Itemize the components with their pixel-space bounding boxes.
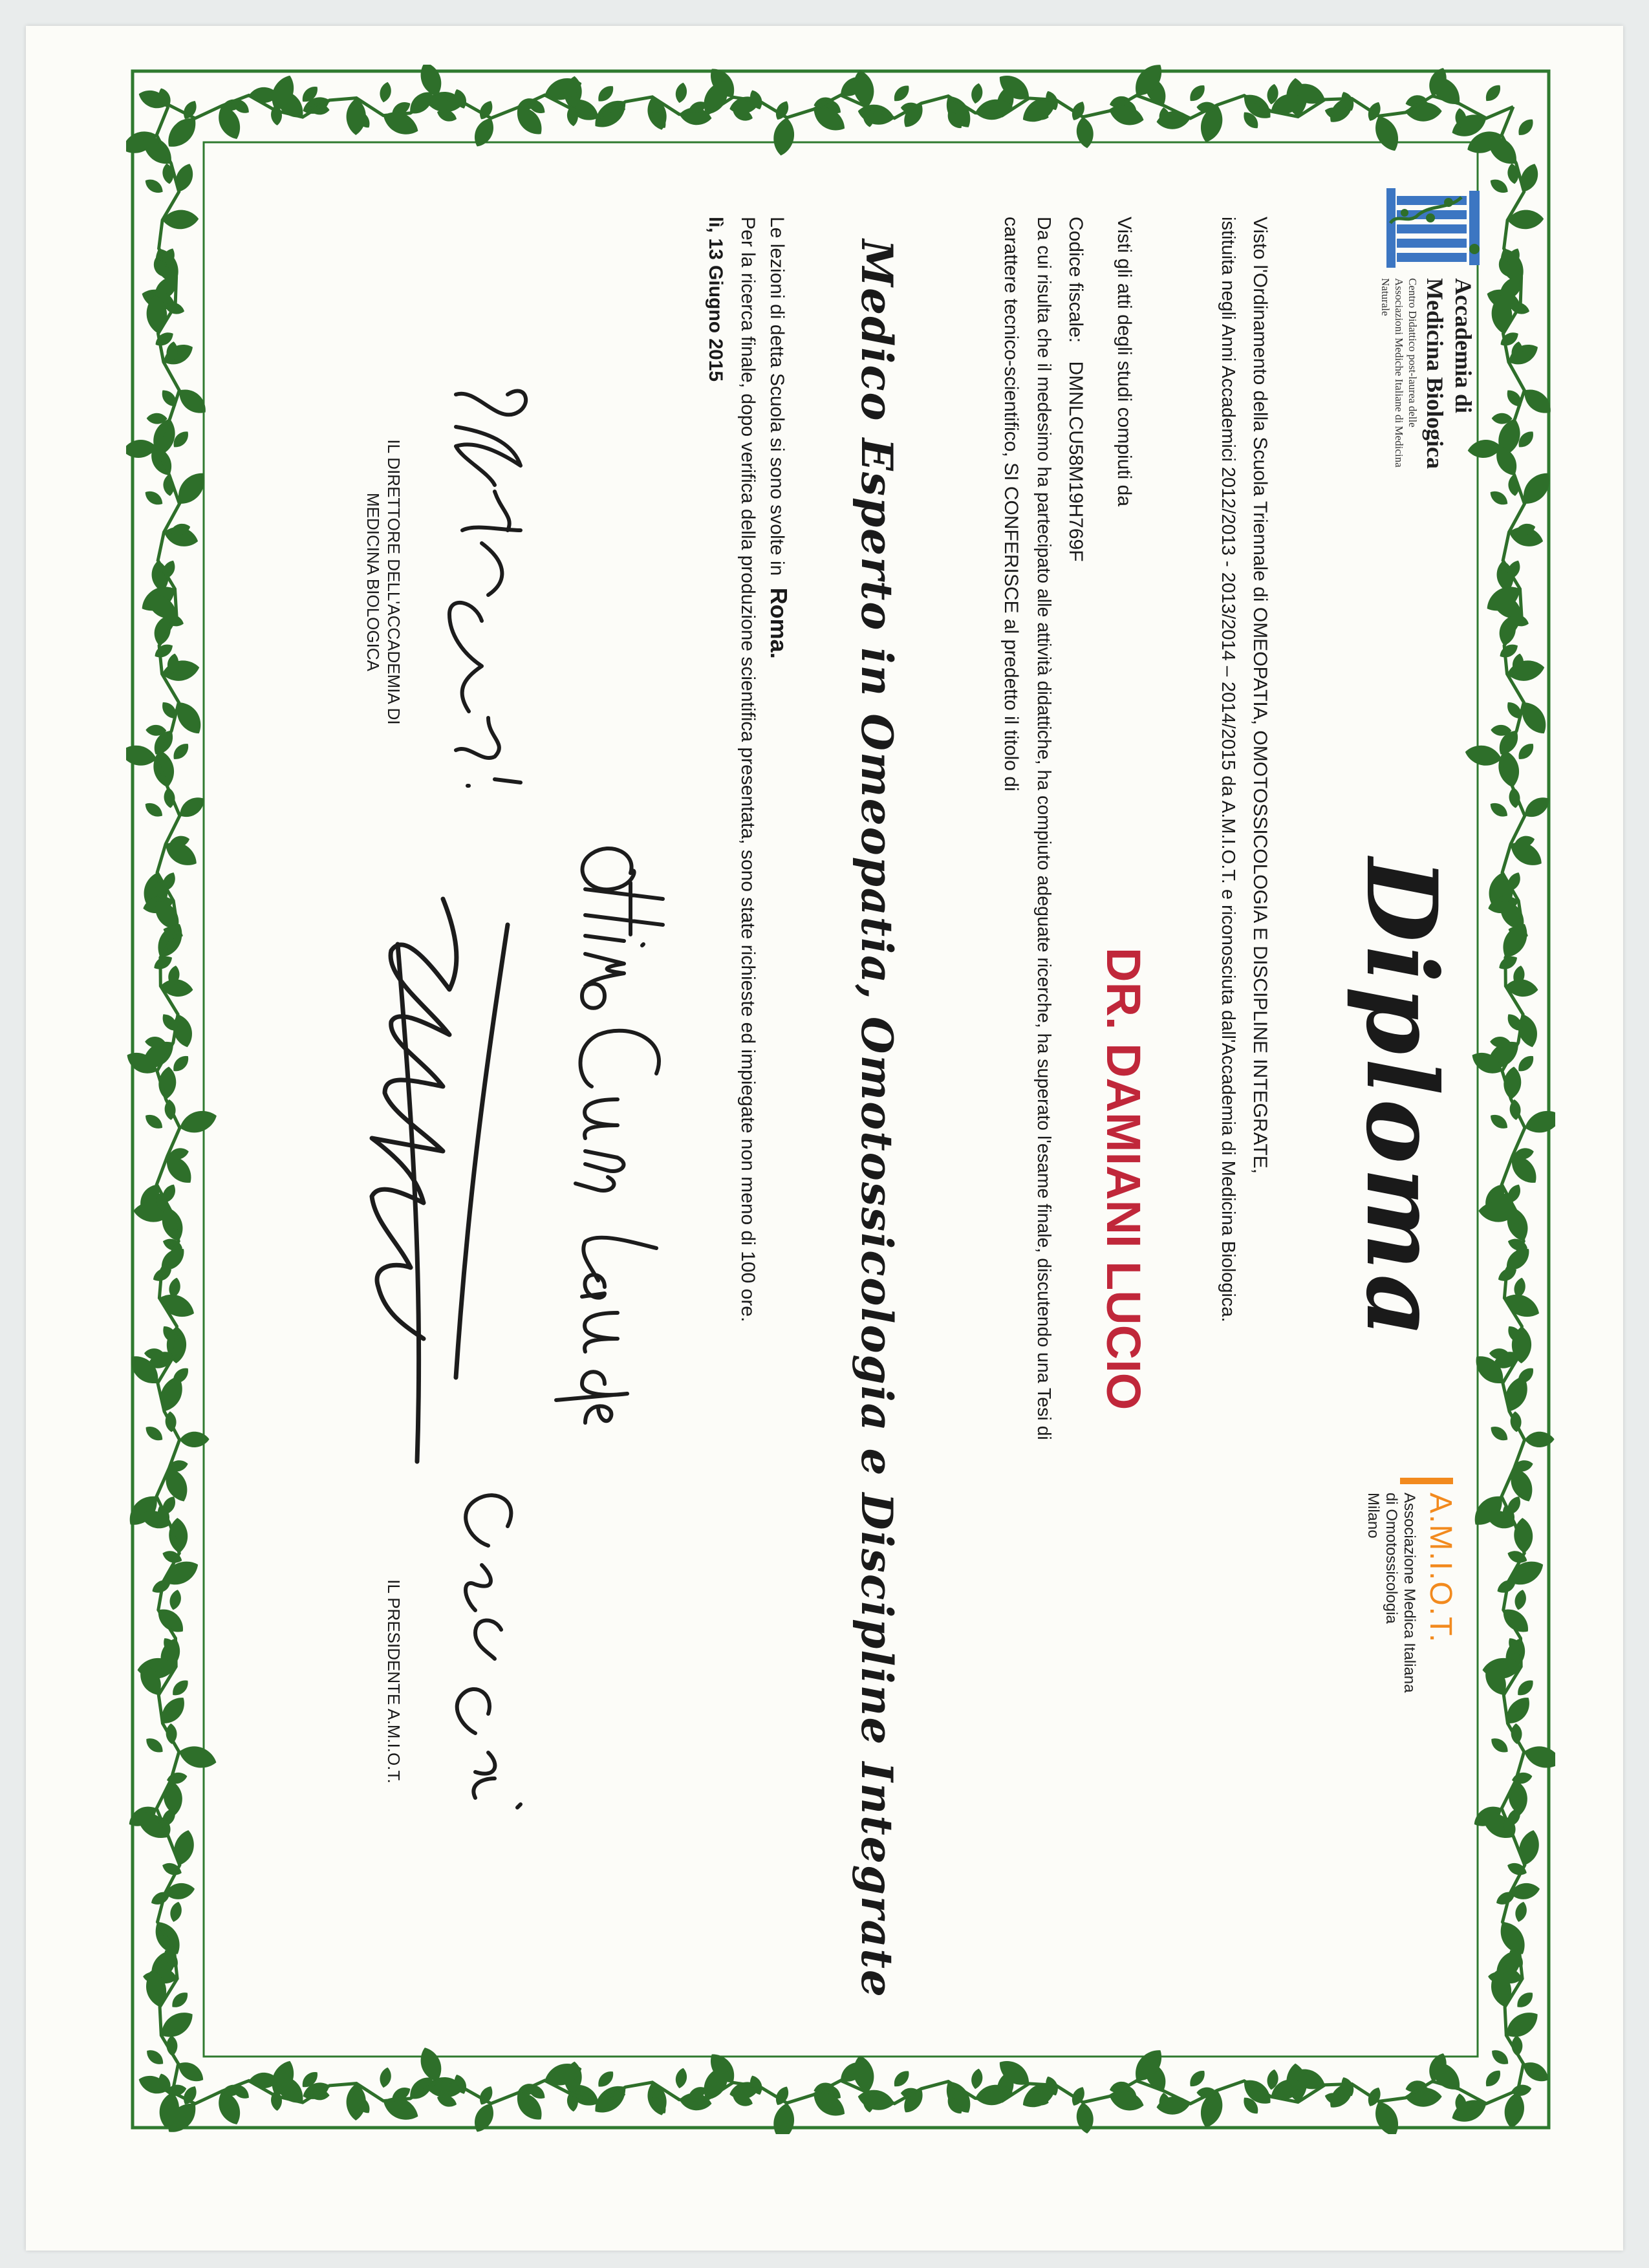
handwritten-marks [126,65,1555,2134]
grade-handwriting [556,848,663,1423]
degree-title: Medico Esperto in Omeopatia, Omotossicologia e Discipline Integrate [852,239,902,1998]
amiot-subtitle-line: Associazione Medica Italiana [1401,1493,1418,1693]
amiot-subtitle-line: Milano [1364,1493,1382,1539]
body-line-ordinamento: Visto l'Ordinamento della Scuola Triennale di OMEOPATIA, OMOTOSSICOLOGIA E DISCIPLINE INTEGRATE, [1249,217,1271,1174]
diploma-title: Diploma [1344,858,1458,1341]
academy-subtitle: Centro Didattico post-laurea delle Associazioni Mediche Italiane di Medicina Naturale [1379,278,1419,468]
certificate-page [26,26,1623,2251]
body-line-visti: Visti gli atti degli studi compiuti da [1114,217,1135,507]
issue-date: lì, 13 Giugno 2015 [705,217,726,382]
graduate-name: DR. DAMIANI LUCIO [1097,947,1150,1410]
academy-name: Accademia di Medicina Biologica [1422,278,1476,469]
director-signature [449,391,526,786]
diploma-certificate [126,65,1555,2134]
lezioni-text: Le lezioni di detta Scuola si sono svolte in [766,217,788,576]
body-line-attivita: Da cui risulta che il medesimo ha partecipato alle attività didattiche, ha compiuto adeguate ricerche, ha superato l'esame finale, discutendo una Tesi di [1033,217,1054,1440]
body-line-anni-accademici: istituita negli Anni Accademici 2012/2013 - 2013/2014 – 2014/2015 da A.M.I.O.T. e riconosciuta dall'Accademia di Medicina Biologica. [1218,217,1238,1323]
amiot-subtitle-line: di Omotossicologia [1383,1493,1400,1624]
codice-fiscale-value: DMNLCU58M19H769F [1065,361,1086,562]
second-president-signature [457,1495,521,1808]
codice-fiscale-label: Codice fiscale: [1065,217,1086,343]
city: Roma. [766,587,792,659]
body-line-conferisce: carattere tecnico-scientifico, SI CONFERISCE al predetto il titolo di [1000,217,1022,792]
body-line-ricerca: Per la ricerca finale, dopo verifica della produzione scientifica presentata, sono state richieste ed impiegate non meno di 100 ore. [737,217,759,1323]
amiot-name: A.M.I.O.T. [1423,1493,1458,1644]
president-title: IL PRESIDENTE A.M.I.O.T. [384,1579,404,1784]
president-signature [372,899,508,1462]
director-title: IL DIRETTORE DELL'ACCADEMIA DI MEDICINA BIOLOGICA [363,439,404,725]
